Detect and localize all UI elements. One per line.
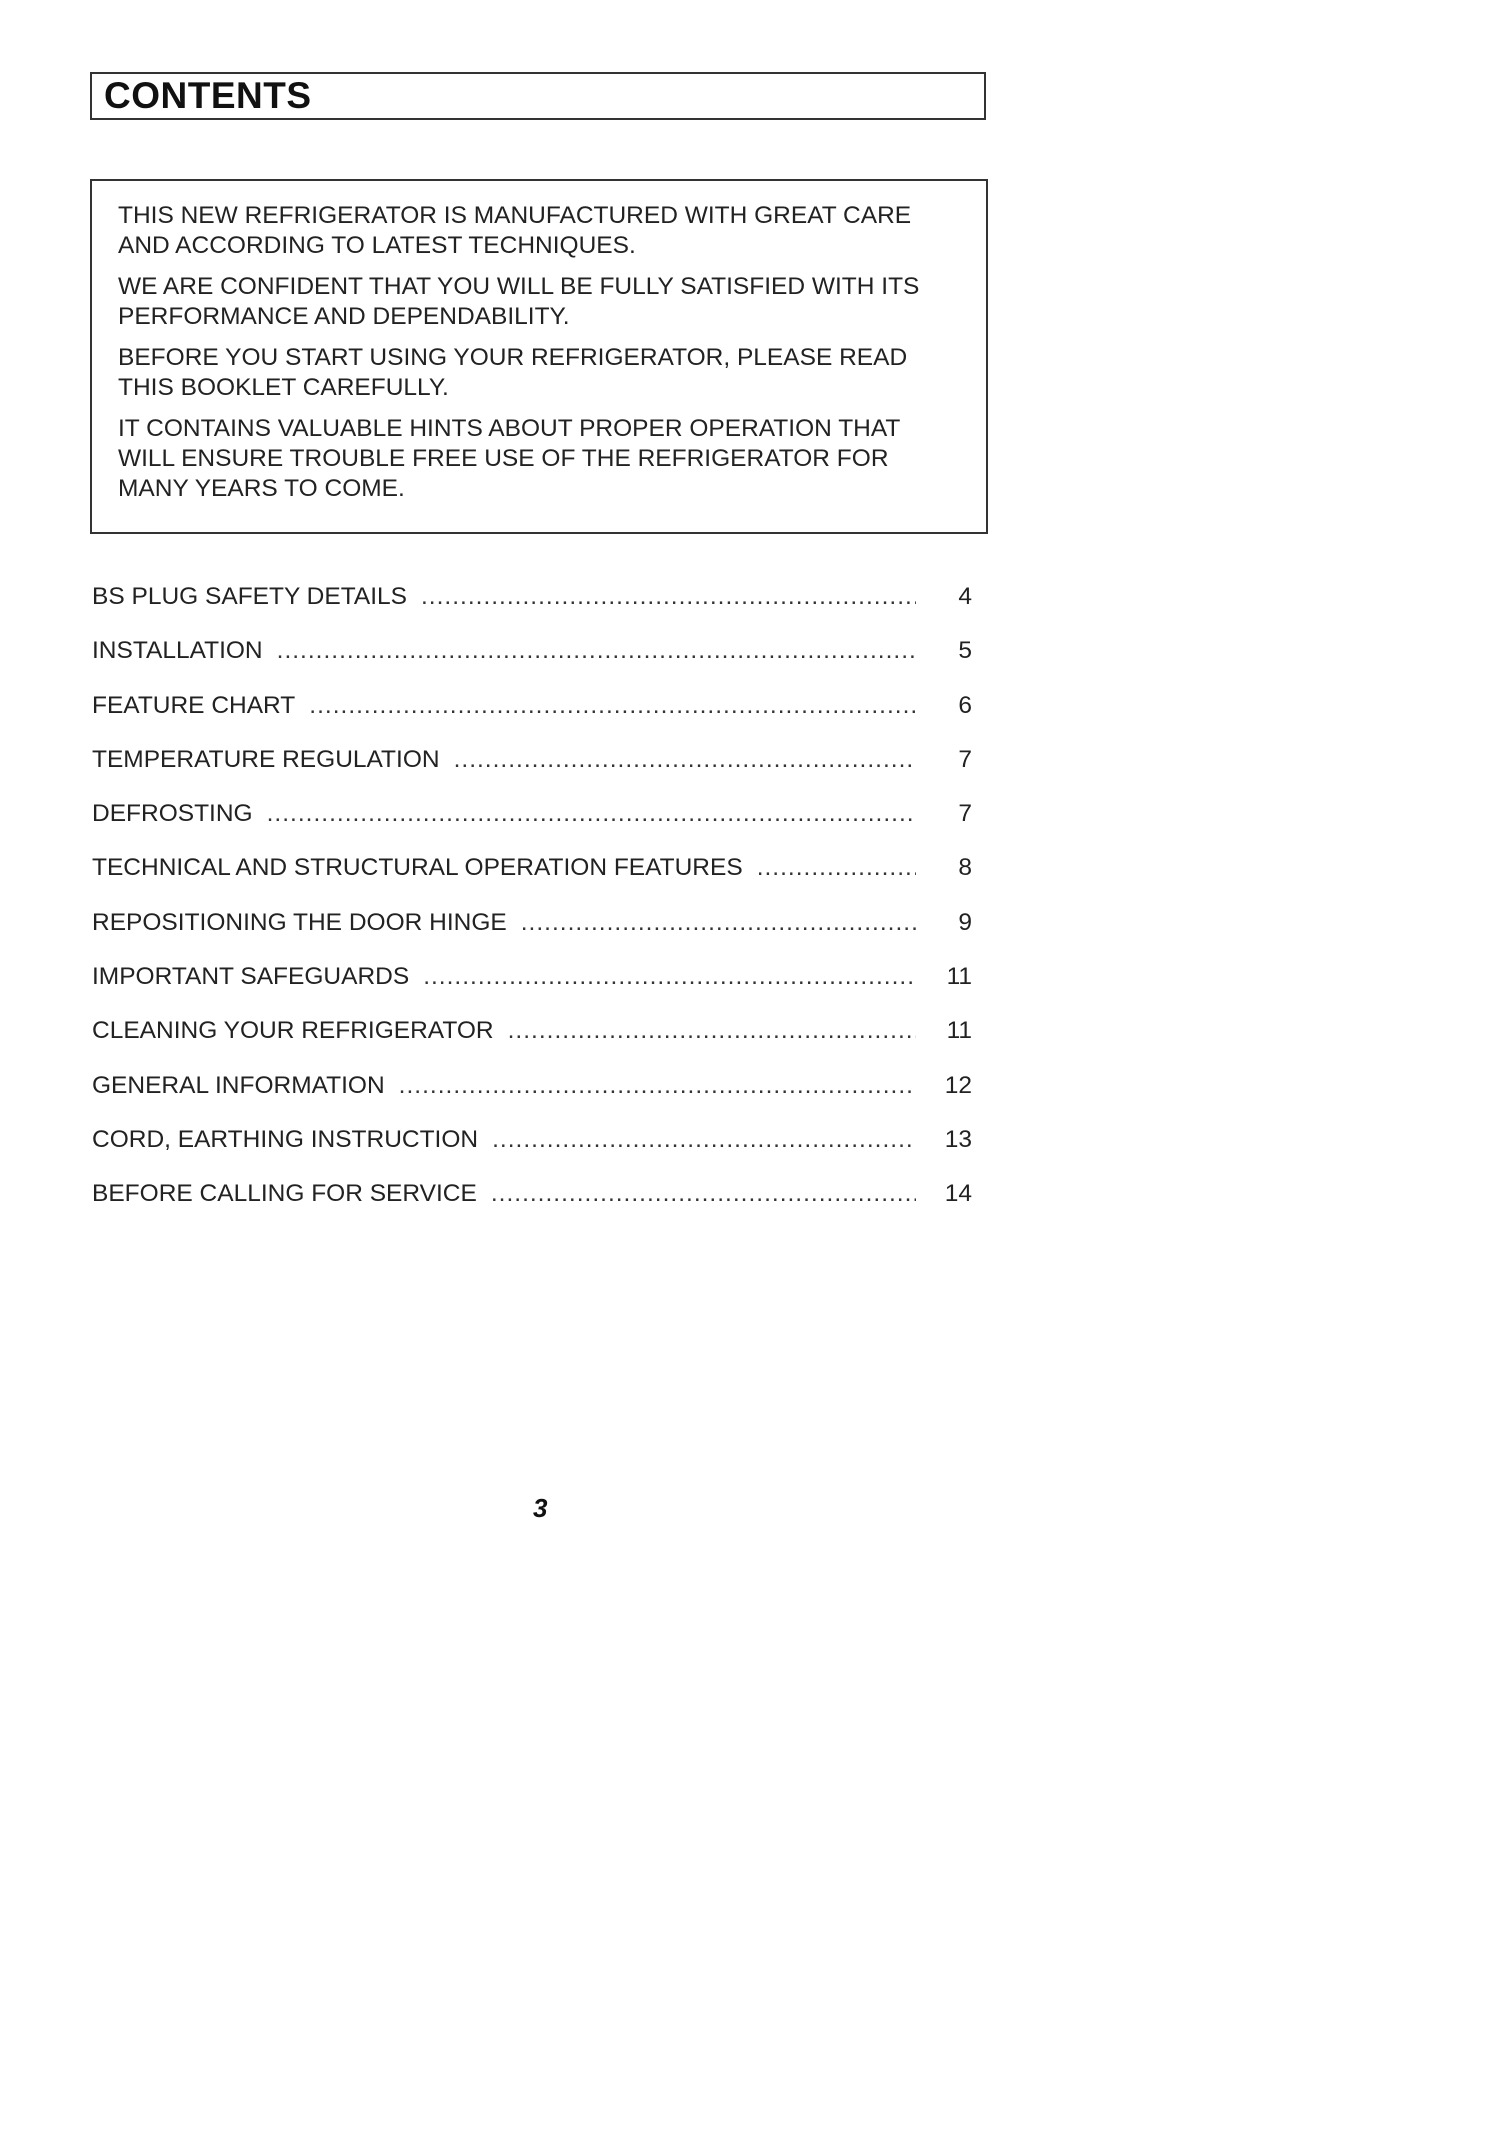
toc-leader-dots [508,1017,916,1045]
toc-entry-label: BS PLUG SAFETY DETAILS [92,583,407,610]
toc-entry-label: CLEANING YOUR REFRIGERATOR [92,1017,494,1045]
intro-paragraph: WE ARE CONFIDENT THAT YOU WILL BE FULLY SATISFIED WITH ITS PERFORMANCE AND DEPENDABILITY. [118,273,920,330]
intro-paragraph: IT CONTAINS VALUABLE HINTS ABOUT PROPER OPERATION THAT WILL ENSURE TROUBLE FREE USE OF THE REFRIGERATOR FOR MANY YEARS TO COME. [118,415,901,502]
toc-entry-page: 13 [944,1125,972,1153]
toc-entry[interactable] [92,909,972,963]
toc-entry-page: 11 [946,963,972,991]
toc-entry-page: 5 [958,637,972,665]
toc-entry-label: IMPORTANT SAFEGUARDS [92,963,410,991]
page-number: 3 [533,1493,548,1523]
toc-leader-dots [277,637,916,665]
toc-entry[interactable] [92,1017,972,1071]
toc-entry-page: 7 [958,745,972,773]
toc-leader-dots [421,583,916,611]
toc-entry-page: 7 [958,800,972,828]
intro-paragraph: THIS NEW REFRIGERATOR IS MANUFACTURED WITH GREAT CARE AND ACCORDING TO LATEST TECHNIQUES. [118,202,912,259]
toc-entry-label: GENERAL INFORMATION [92,1071,385,1099]
toc-entry-label: DEFROSTING [92,800,253,828]
toc-leader-dots [491,1180,916,1208]
toc-entry-page: 9 [958,908,972,936]
toc-entry-label: FEATURE CHART [92,691,296,719]
toc-leader-dots [309,692,916,720]
toc-entry-page: 11 [946,1017,972,1045]
toc-leader-dots [454,746,916,774]
toc-entry[interactable] [92,746,972,800]
toc-entry-label: INSTALLATION [92,637,263,665]
table-of-contents [92,583,972,1235]
toc-entry-label: CORD, EARTHING INSTRUCTION [92,1125,479,1153]
toc-leader-dots [267,800,916,828]
toc-entry-page: 12 [944,1071,972,1099]
toc-entry[interactable] [92,963,972,1017]
toc-entry[interactable] [92,692,972,746]
page-title: CONTENTS [104,75,312,116]
toc-entry[interactable] [92,854,972,908]
toc-entry-label: REPOSITIONING THE DOOR HINGE [92,908,507,936]
toc-entry-page: 6 [958,691,972,719]
toc-entry[interactable] [92,1126,972,1180]
toc-entry[interactable] [92,800,972,854]
toc-entry[interactable] [92,637,972,691]
toc-entry-page: 4 [958,583,972,610]
toc-leader-dots [492,1126,916,1154]
toc-entry-label: BEFORE CALLING FOR SERVICE [92,1180,477,1208]
toc-entry-page: 14 [944,1180,972,1208]
toc-leader-dots [423,963,916,991]
toc-entry[interactable] [92,1072,972,1126]
contents-title-box [90,72,986,120]
intro-paragraph: BEFORE YOU START USING YOUR REFRIGERATOR, PLEASE READ THIS BOOKLET CAREFULLY. [118,344,908,401]
toc-entry-label: TEMPERATURE REGULATION [92,745,440,773]
toc-entry-page: 8 [958,854,972,882]
toc-entry[interactable] [92,583,972,637]
toc-leader-dots [399,1072,916,1100]
toc-entry[interactable] [92,1180,972,1234]
toc-leader-dots [757,854,916,882]
toc-leader-dots [521,909,916,937]
intro-box [90,179,988,534]
toc-entry-label: TECHNICAL AND STRUCTURAL OPERATION FEATURES [92,854,743,882]
